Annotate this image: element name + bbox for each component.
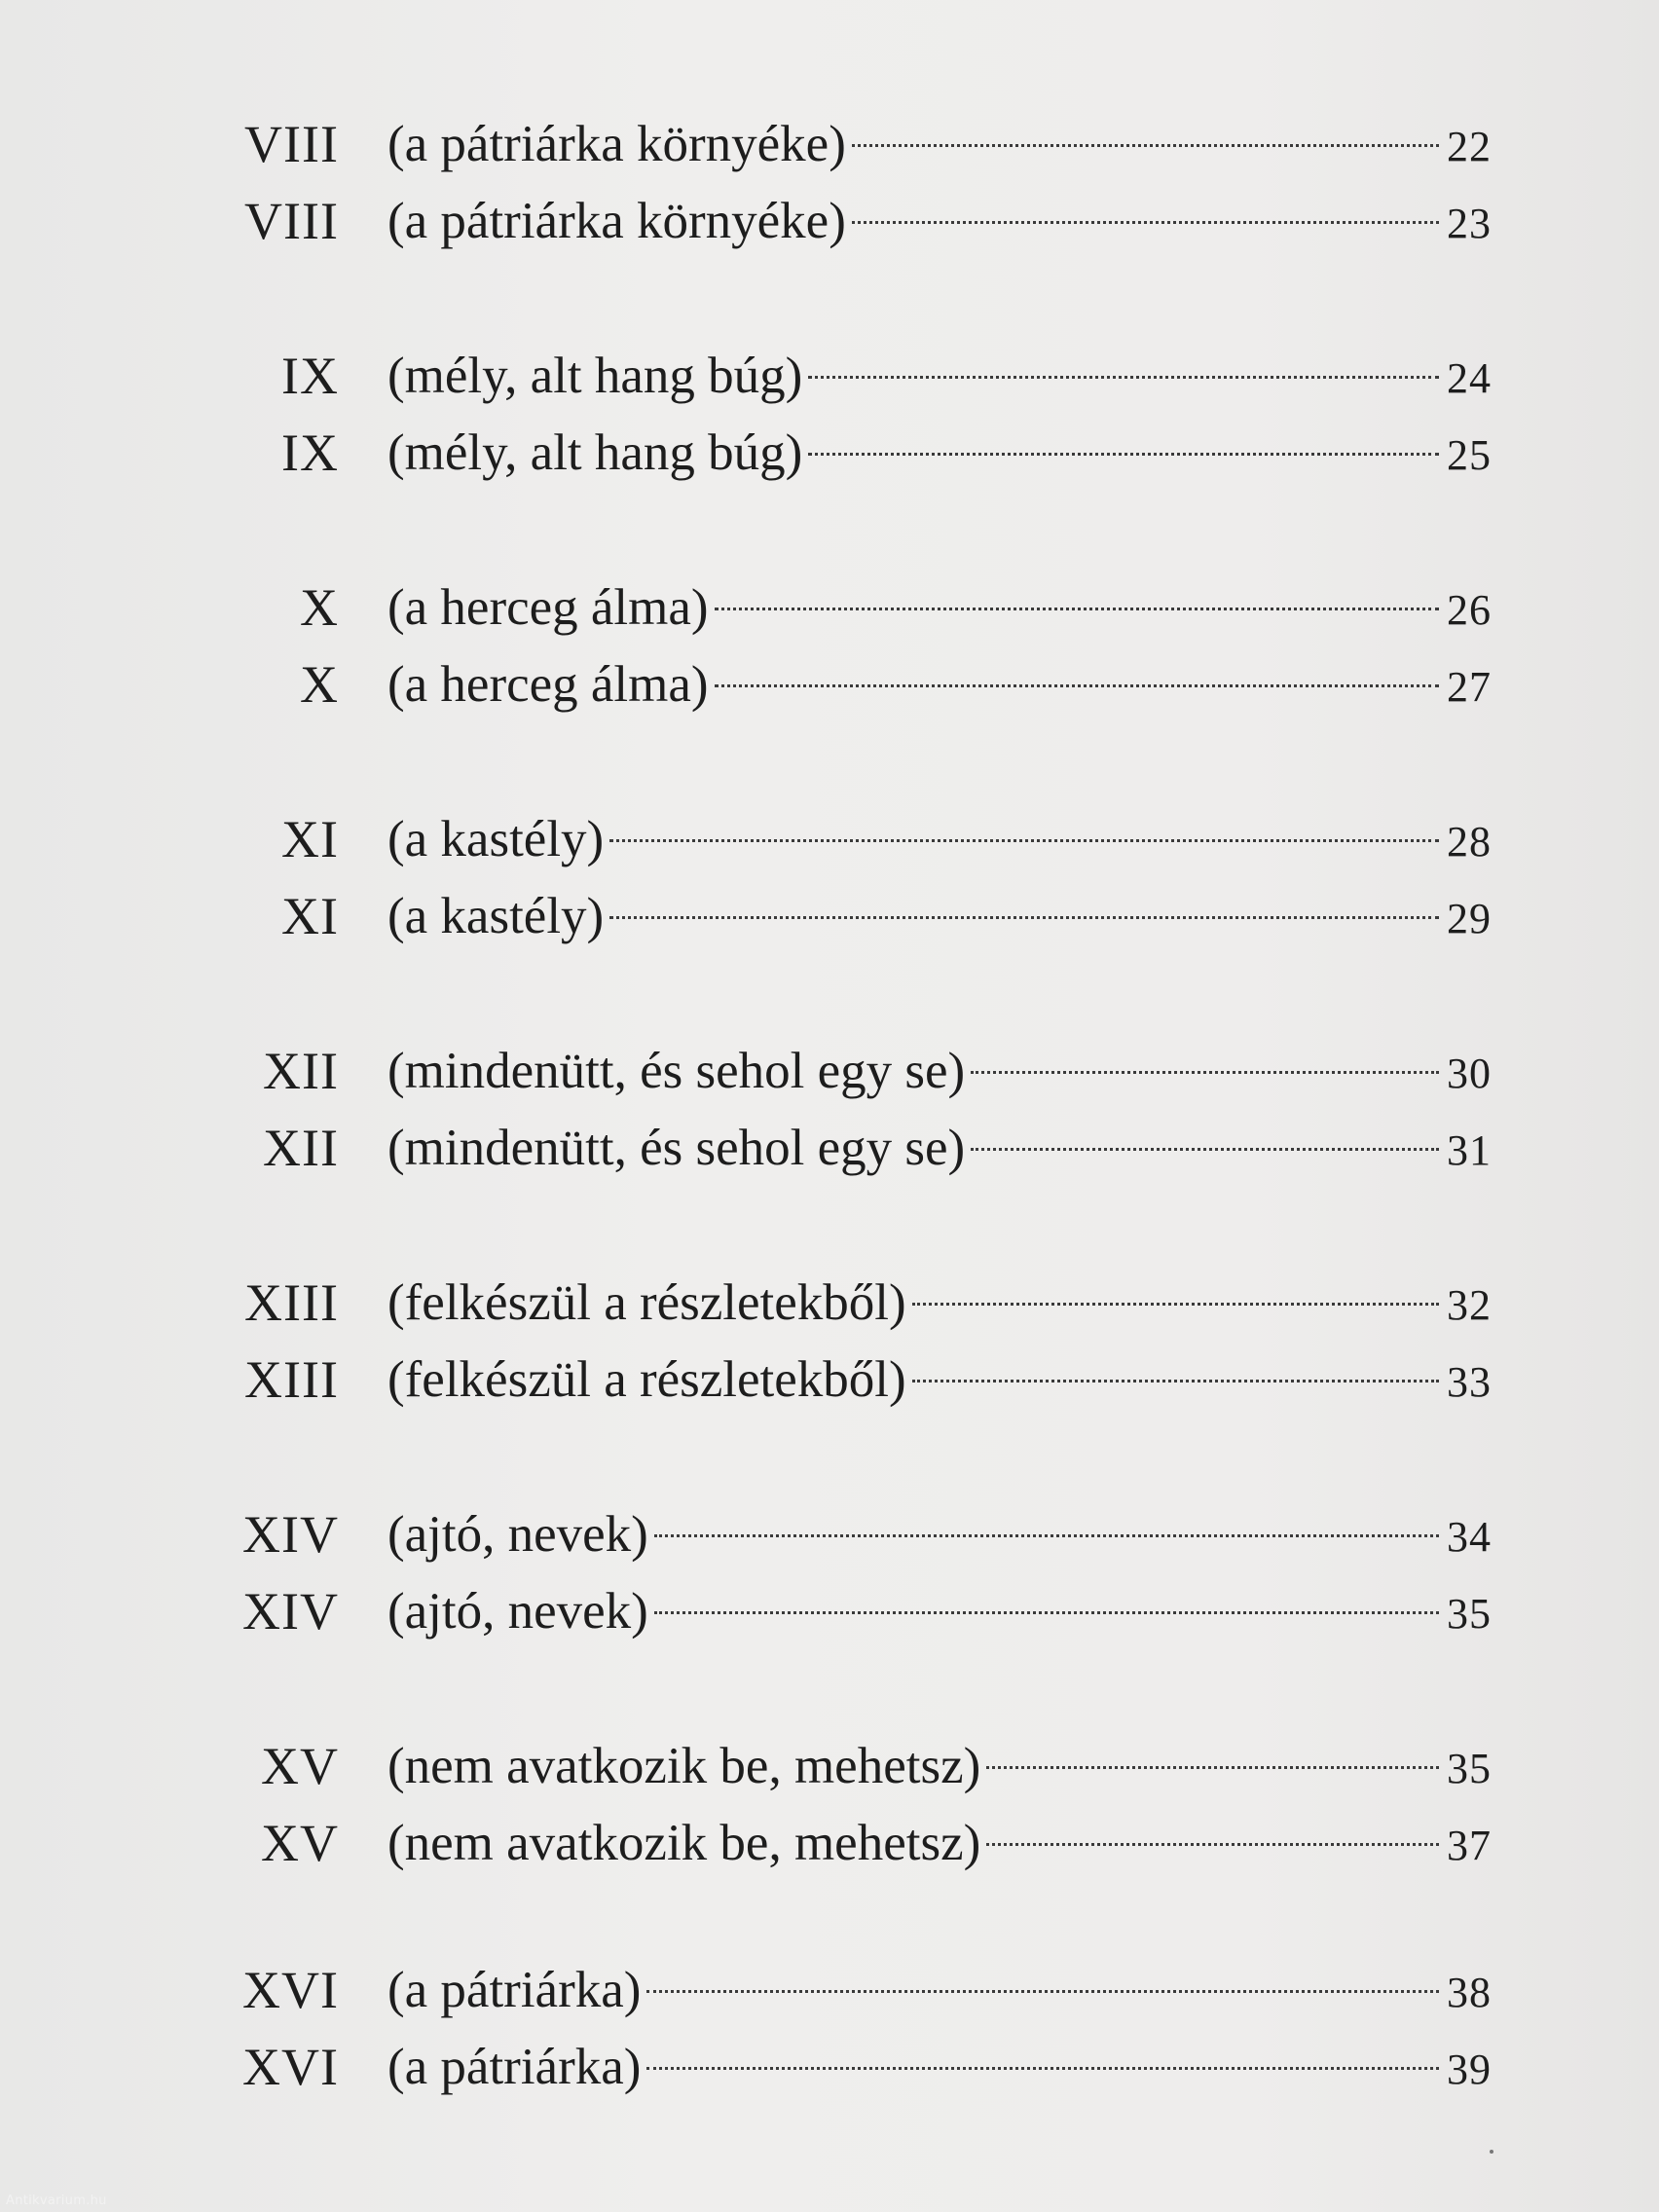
watermark: Antikvarium.hu: [6, 2194, 107, 2208]
toc-entry: [0, 337, 1659, 415]
chapter-numeral: X: [300, 578, 339, 637]
chapter-title: (ajtó, nevek): [387, 1583, 648, 1640]
chapter-numeral: XIII: [244, 1350, 339, 1409]
toc-line: [387, 105, 1492, 183]
page-number: 26: [1447, 586, 1492, 634]
chapter-title: (ajtó, nevek): [387, 1506, 648, 1563]
dot-leader: [986, 1766, 1439, 1769]
toc-entry: [0, 800, 1659, 878]
page-number: 37: [1447, 1822, 1492, 1869]
chapter-title: (a kastély): [387, 811, 605, 867]
toc-entry: [0, 414, 1659, 492]
toc-line: [387, 1804, 1492, 1882]
dot-leader: [715, 608, 1439, 610]
dot-leader: [654, 1534, 1439, 1537]
toc-line: [387, 1341, 1492, 1419]
toc-line: [387, 1495, 1492, 1573]
toc-entry: [0, 1109, 1659, 1187]
chapter-numeral: XIII: [244, 1273, 339, 1332]
toc-line: [387, 1727, 1492, 1805]
chapter-title: (mindenütt, és sehol egy se): [387, 1120, 966, 1176]
toc-line: [387, 1032, 1492, 1110]
chapter-title: (a pátriárka): [387, 2039, 642, 2095]
dot-leader: [852, 144, 1439, 147]
dot-leader: [971, 1071, 1439, 1074]
page-number: 23: [1447, 200, 1492, 247]
chapter-numeral: XIV: [242, 1582, 339, 1641]
toc-line: [387, 645, 1492, 723]
dot-leader: [808, 376, 1439, 379]
chapter-numeral: XVI: [242, 2038, 339, 2096]
page-number: 38: [1447, 1969, 1492, 2016]
page-number: 35: [1447, 1745, 1492, 1792]
toc-line: [387, 414, 1492, 492]
dot-leader: [609, 839, 1439, 842]
page-number: 32: [1447, 1281, 1492, 1329]
toc-line: [387, 1572, 1492, 1650]
chapter-title: (a kastély): [387, 888, 605, 944]
chapter-numeral: VIII: [244, 115, 339, 173]
toc-line: [387, 182, 1492, 260]
toc-entry: [0, 1572, 1659, 1650]
page-number: 34: [1447, 1513, 1492, 1561]
chapter-numeral: XVI: [242, 1961, 339, 2019]
chapter-numeral: IX: [281, 347, 339, 405]
toc-entry: [0, 1495, 1659, 1573]
toc-line: [387, 800, 1492, 878]
chapter-title: (mély, alt hang búg): [387, 348, 803, 404]
chapter-numeral: VIII: [244, 192, 339, 250]
toc-entry: [0, 182, 1659, 260]
page-number: 25: [1447, 431, 1492, 479]
page-number: 33: [1447, 1358, 1492, 1406]
chapter-title: (nem avatkozik be, mehetsz): [387, 1815, 981, 1871]
toc-entry: [0, 105, 1659, 183]
page-number: 24: [1447, 354, 1492, 402]
page-number: 29: [1447, 895, 1492, 942]
dot-leader: [971, 1148, 1439, 1151]
toc-entry: [0, 1341, 1659, 1419]
toc-line: [387, 569, 1492, 646]
dot-leader: [912, 1303, 1439, 1306]
chapter-title: (felkészül a részletekből): [387, 1274, 906, 1331]
chapter-title: (a pátriárka környéke): [387, 116, 846, 172]
page-number: 30: [1447, 1050, 1492, 1097]
chapter-title: (felkészül a részletekből): [387, 1351, 906, 1408]
dot-leader: [609, 916, 1439, 919]
toc-entry: [0, 569, 1659, 646]
chapter-numeral: IX: [281, 424, 339, 482]
page-number: 27: [1447, 663, 1492, 711]
dot-leader: [852, 221, 1439, 224]
dot-leader: [986, 1843, 1439, 1846]
chapter-numeral: XII: [263, 1119, 339, 1177]
chapter-title: (nem avatkozik be, mehetsz): [387, 1738, 981, 1794]
page-number: 28: [1447, 818, 1492, 866]
page-number: 22: [1447, 123, 1492, 170]
chapter-title: (a herceg álma): [387, 656, 709, 713]
chapter-numeral: X: [300, 655, 339, 714]
toc-line: [387, 1264, 1492, 1342]
dot-leader: [646, 1990, 1439, 1993]
chapter-numeral: XI: [281, 810, 339, 868]
toc-entry: [0, 1032, 1659, 1110]
chapter-numeral: XII: [263, 1042, 339, 1100]
toc-line: [387, 337, 1492, 415]
toc-line: [387, 1951, 1492, 2029]
toc-entry: [0, 2028, 1659, 2106]
print-speck: [1490, 2150, 1493, 2154]
toc-entry: [0, 1727, 1659, 1805]
page-number: 39: [1447, 2046, 1492, 2093]
chapter-numeral: XI: [281, 887, 339, 945]
chapter-title: (mindenütt, és sehol egy se): [387, 1043, 966, 1099]
dot-leader: [808, 453, 1439, 456]
chapter-title: (a pátriárka környéke): [387, 193, 846, 249]
toc-line: [387, 1109, 1492, 1187]
chapter-numeral: XV: [261, 1814, 339, 1872]
page-number: 35: [1447, 1590, 1492, 1638]
dot-leader: [715, 684, 1439, 687]
chapter-numeral: XIV: [242, 1505, 339, 1564]
page-number: 31: [1447, 1126, 1492, 1174]
dot-leader: [646, 2067, 1439, 2070]
toc-line: [387, 877, 1492, 955]
chapter-title: (a pátriárka): [387, 1962, 642, 2018]
chapter-title: (mély, alt hang búg): [387, 424, 803, 481]
chapter-numeral: XV: [261, 1737, 339, 1795]
toc-entry: [0, 1264, 1659, 1342]
toc-entry: [0, 1951, 1659, 2029]
toc-entry: [0, 645, 1659, 723]
dot-leader: [912, 1380, 1439, 1382]
toc-entry: [0, 1804, 1659, 1882]
toc-line: [387, 2028, 1492, 2106]
toc-entry: [0, 877, 1659, 955]
chapter-title: (a herceg álma): [387, 579, 709, 636]
dot-leader: [654, 1611, 1439, 1614]
